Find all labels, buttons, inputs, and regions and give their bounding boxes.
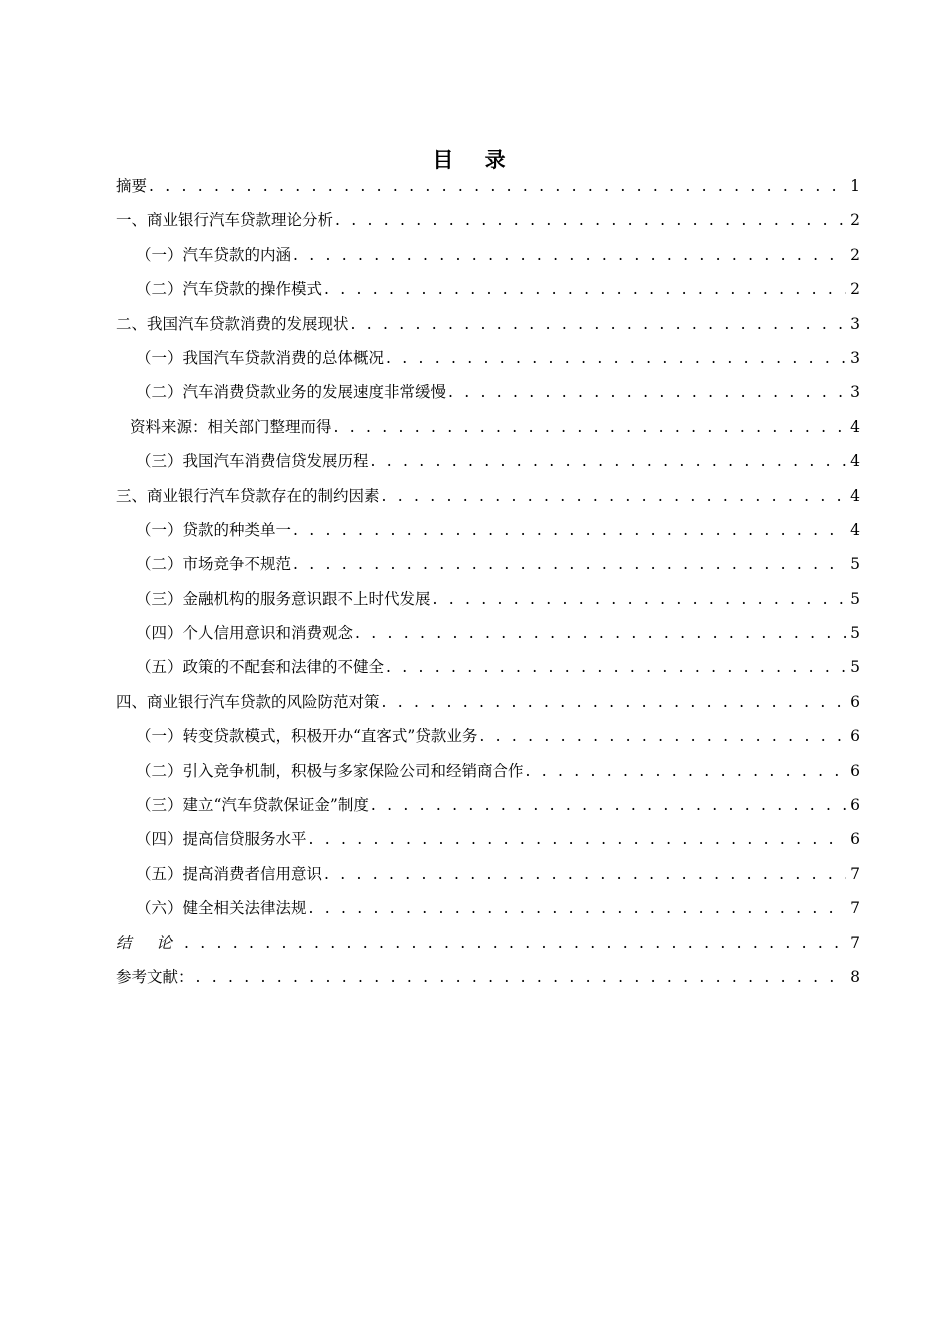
toc-dot-leader bbox=[324, 860, 846, 888]
toc-dot-leader bbox=[448, 378, 846, 406]
toc-page-number: 6 bbox=[850, 830, 860, 849]
toc-entry-text: 四、商业银行汽车贷款的风险防范对策 bbox=[116, 692, 380, 711]
toc-entry-text: （四）提高信贷服务水平 bbox=[136, 830, 307, 849]
toc-entry-section-2-1[interactable] bbox=[116, 344, 860, 378]
toc-dot-leader bbox=[324, 275, 846, 303]
toc-page-number: 3 bbox=[850, 314, 860, 333]
toc-dot-leader bbox=[334, 413, 846, 441]
toc-entry-chapter-2[interactable] bbox=[116, 310, 860, 344]
toc-page-number: 4 bbox=[850, 486, 860, 505]
toc-dot-leader bbox=[335, 206, 846, 234]
toc-entry-text: （五）政策的不配套和法律的不健全 bbox=[136, 658, 385, 677]
toc-entry-chapter-4[interactable] bbox=[116, 688, 860, 722]
toc-entry-text: （一）我国汽车贷款消费的总体概况 bbox=[136, 348, 385, 367]
toc-entry-text: 三、商业银行汽车贷款存在的制约因素 bbox=[116, 486, 380, 505]
toc-dot-leader bbox=[149, 172, 846, 200]
toc-page-number: 6 bbox=[850, 761, 860, 780]
toc-entry-section-2-3[interactable] bbox=[116, 447, 860, 481]
toc-page-number: 1 bbox=[850, 177, 860, 195]
toc-page-number: 4 bbox=[850, 417, 860, 436]
toc-page-number: 5 bbox=[850, 624, 860, 643]
toc-dot-leader bbox=[382, 482, 846, 510]
toc-dot-leader bbox=[479, 722, 846, 750]
toc-entry-section-1-1[interactable] bbox=[116, 241, 860, 275]
toc-dot-leader bbox=[433, 585, 846, 613]
toc-entry-chapter-3[interactable] bbox=[116, 482, 860, 516]
toc-entry-text: （三）金融机构的服务意识跟不上时代发展 bbox=[136, 589, 431, 608]
toc-dot-leader bbox=[196, 963, 846, 991]
toc-dot-leader bbox=[309, 894, 846, 922]
toc-page-number: 5 bbox=[850, 658, 860, 677]
toc-list bbox=[116, 172, 860, 997]
toc-dot-leader bbox=[371, 447, 846, 475]
toc-entry-section-3-3[interactable] bbox=[116, 585, 860, 619]
toc-entry-section-4-5[interactable] bbox=[116, 860, 860, 894]
toc-entry-section-2-2[interactable] bbox=[116, 378, 860, 412]
toc-entry-text: （五）提高消费者信用意识 bbox=[136, 864, 323, 883]
toc-entry-text: （二）汽车贷款的操作模式 bbox=[136, 280, 323, 299]
toc-dot-leader bbox=[351, 310, 846, 338]
toc-entry-text: （六）健全相关法律法规 bbox=[136, 899, 307, 918]
toc-page-number: 3 bbox=[850, 383, 860, 402]
toc-page-number: 8 bbox=[850, 967, 860, 986]
toc-entry-text: 摘要 bbox=[116, 177, 148, 195]
toc-page-number: 6 bbox=[850, 727, 860, 746]
toc-entry-text: （三）建立“汽车贷款保证金”制度 bbox=[136, 796, 369, 815]
toc-dot-leader bbox=[386, 653, 846, 681]
toc-entry-text: （二）市场竞争不规范 bbox=[136, 555, 292, 574]
toc-entry-conclusion[interactable] bbox=[116, 929, 860, 963]
toc-page-number: 2 bbox=[850, 280, 860, 299]
toc-dot-leader bbox=[293, 550, 846, 578]
toc-dot-leader bbox=[309, 825, 846, 853]
toc-entry-text: （三）我国汽车消费信贷发展历程 bbox=[136, 452, 369, 471]
toc-entry-section-4-3[interactable] bbox=[116, 791, 860, 825]
toc-dot-leader bbox=[355, 619, 846, 647]
toc-page-number: 7 bbox=[850, 899, 860, 918]
toc-entry-text: 一、商业银行汽车贷款理论分析 bbox=[116, 211, 334, 230]
toc-entry-text: （一）贷款的种类单一 bbox=[136, 520, 292, 539]
toc-entry-section-3-5[interactable] bbox=[116, 653, 860, 687]
toc-dot-leader bbox=[184, 929, 846, 957]
toc-page-number: 5 bbox=[850, 589, 860, 608]
toc-page-number: 7 bbox=[850, 864, 860, 883]
toc-page-number: 6 bbox=[850, 692, 860, 711]
toc-page-number: 3 bbox=[850, 348, 860, 367]
toc-entry-section-4-6[interactable] bbox=[116, 894, 860, 928]
toc-dot-leader bbox=[293, 516, 846, 544]
toc-entry-text: 二、我国汽车贷款消费的发展现状 bbox=[116, 314, 349, 333]
toc-entry-section-4-2[interactable] bbox=[116, 757, 860, 791]
toc-entry-section-3-1[interactable] bbox=[116, 516, 860, 550]
toc-page-number: 4 bbox=[850, 452, 860, 471]
toc-entry-section-1-2[interactable] bbox=[116, 275, 860, 309]
toc-dot-leader bbox=[371, 791, 846, 819]
toc-page-number: 6 bbox=[850, 796, 860, 815]
toc-entry-section-3-4[interactable] bbox=[116, 619, 860, 653]
toc-entry-text: （二）汽车消费贷款业务的发展速度非常缓慢 bbox=[136, 383, 447, 402]
toc-entry-text: （一）汽车贷款的内涵 bbox=[136, 245, 292, 264]
toc-entry-text: （二）引入竞争机制，积极与多家保险公司和经销商合作 bbox=[136, 761, 524, 780]
toc-entry-text: （四）个人信用意识和消费观念 bbox=[136, 624, 354, 643]
toc-entry-section-4-1[interactable] bbox=[116, 722, 860, 756]
toc-entry-references[interactable] bbox=[116, 963, 860, 997]
toc-entry-text: （一）转变贷款模式，积极开办“直客式”贷款业务 bbox=[136, 727, 478, 746]
toc-entry-data-source[interactable] bbox=[116, 413, 860, 447]
toc-entry-abstract[interactable] bbox=[116, 172, 860, 206]
toc-entry-chapter-1[interactable] bbox=[116, 206, 860, 240]
toc-entry-text: 资料来源：相关部门整理而得 bbox=[130, 417, 332, 436]
toc-entry-text: 结 论 bbox=[116, 933, 182, 952]
toc-dot-leader bbox=[293, 241, 846, 269]
toc-entry-section-3-2[interactable] bbox=[116, 550, 860, 584]
toc-page-number: 4 bbox=[850, 520, 860, 539]
toc-dot-leader bbox=[526, 757, 846, 785]
toc-dot-leader bbox=[386, 344, 846, 372]
toc-title: 目 录 bbox=[432, 148, 518, 172]
toc-page-number: 2 bbox=[850, 245, 860, 264]
toc-page-number: 2 bbox=[850, 211, 860, 230]
toc-entry-section-4-4[interactable] bbox=[116, 825, 860, 859]
toc-page-number: 5 bbox=[850, 555, 860, 574]
toc-page-number: 7 bbox=[850, 933, 860, 952]
toc-entry-text: 参考文献： bbox=[116, 967, 194, 986]
toc-dot-leader bbox=[382, 688, 846, 716]
